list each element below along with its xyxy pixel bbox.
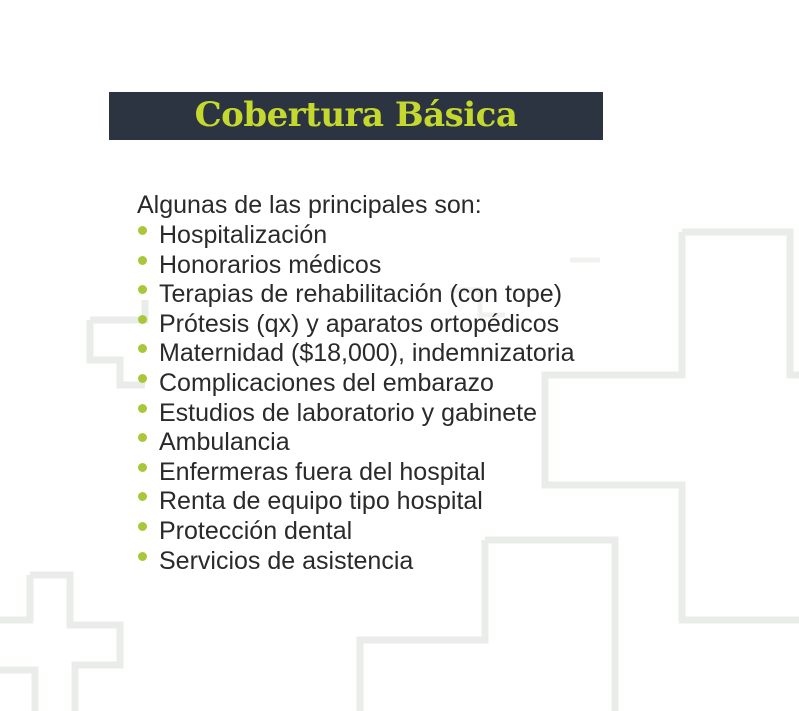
list-item [137, 221, 657, 251]
list-item-label: Terapias de rehabilitación (con tope) [159, 280, 563, 309]
coverage-content [137, 190, 657, 576]
list-item-label: Servicios de asistencia [159, 546, 414, 575]
bullet-icon [138, 433, 147, 442]
bullet-icon [138, 315, 147, 324]
list-item [137, 399, 657, 429]
list-item-label: Hospitalización [159, 221, 328, 249]
title-banner [109, 92, 603, 140]
list-item [137, 339, 657, 369]
list-item-label: Maternidad ($18,000), indemnizatoria [159, 339, 575, 368]
list-item [137, 547, 657, 577]
page-title: Cobertura Básica [194, 95, 518, 135]
list-item [137, 310, 657, 340]
list-item-label: Renta de equipo tipo hospital [159, 487, 483, 516]
intro-text: Algunas de las principales son: [137, 191, 482, 219]
bullet-icon [138, 463, 147, 472]
list-item-label: Prótesis (qx) y aparatos ortopédicos [159, 309, 560, 338]
bullet-icon [138, 404, 147, 413]
list-item-label: Ambulancia [159, 428, 290, 457]
list-item [137, 251, 657, 281]
bullet-icon [138, 256, 147, 265]
bullet-icon [138, 344, 147, 353]
bullet-icon [138, 552, 147, 561]
list-item [137, 517, 657, 547]
list-item-label: Protección dental [159, 516, 353, 545]
list-item-label: Honorarios médicos [159, 250, 382, 279]
list-item [137, 369, 657, 399]
medical-cross-icon [0, 575, 120, 711]
list-item [137, 487, 657, 517]
bullet-icon [138, 226, 147, 235]
coverage-list [137, 221, 657, 576]
list-item-label: Complicaciones del embarazo [159, 368, 494, 397]
bullet-icon [138, 285, 147, 294]
bullet-icon [138, 522, 147, 531]
list-item-label: Enfermeras fuera del hospital [159, 457, 486, 486]
list-item [137, 428, 657, 458]
list-item [137, 458, 657, 488]
list-item [137, 280, 657, 310]
list-item-label: Estudios de laboratorio y gabinete [159, 398, 538, 427]
bullet-icon [138, 374, 147, 383]
bullet-icon [138, 492, 147, 501]
